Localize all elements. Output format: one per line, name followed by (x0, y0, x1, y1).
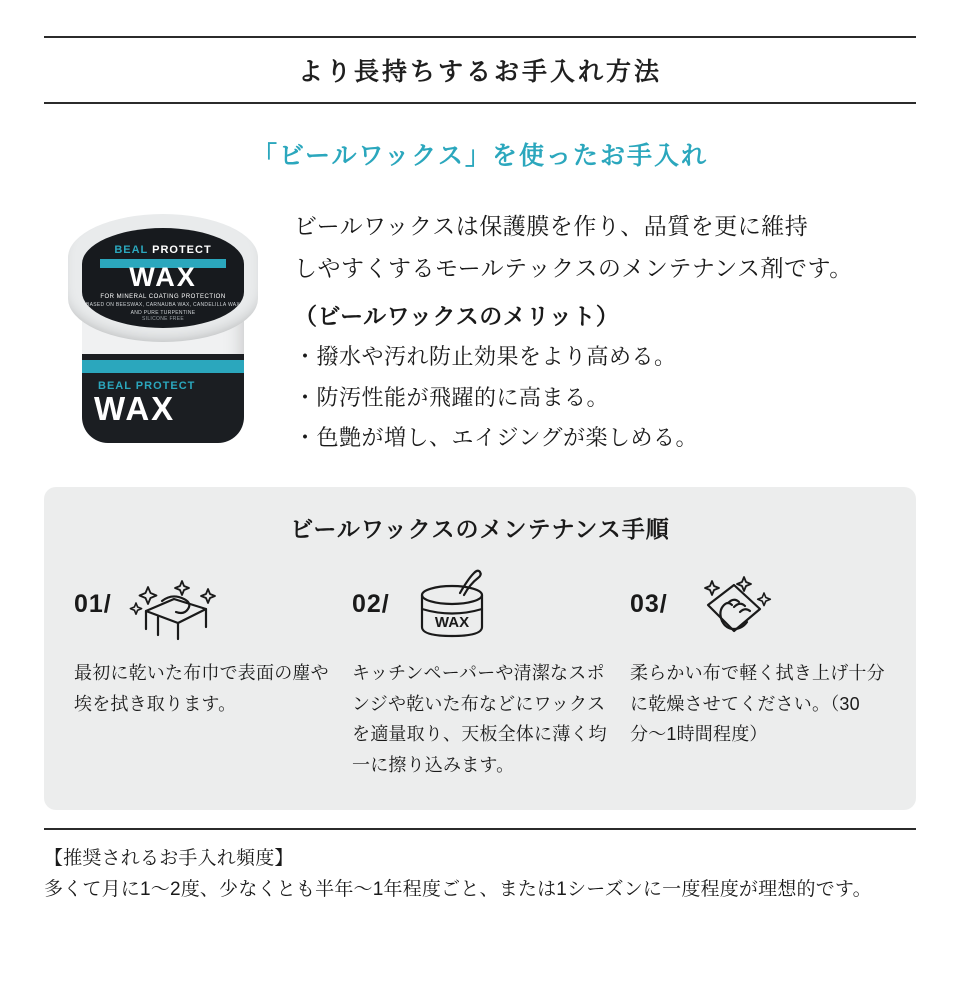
lid-brand-main: BEAL (114, 244, 149, 256)
tub-stripe (82, 360, 244, 373)
lid-brand (82, 244, 244, 256)
step-header (352, 562, 608, 648)
sparkle-cloth-icon (122, 565, 226, 645)
merit-item: ・撥水や汚れ防止効果をより高める。 (294, 343, 677, 369)
wax-jar-icon (400, 565, 504, 645)
step-item (74, 562, 330, 780)
section-heading: 「ビールワックス」を使ったお手入れ (251, 142, 708, 170)
care-guide-page (0, 36, 960, 996)
merit-list (294, 337, 916, 459)
polish-hand-icon (678, 565, 782, 645)
lid-subtitle-2: BASED ON BEESWAX, CARNAUBA WAX, CANDELILLA WAX AND PURE TURPENTINE (85, 302, 241, 316)
svg-text:WAX: WAX (434, 613, 469, 631)
intro-section (44, 194, 916, 459)
tub-lid (68, 214, 258, 342)
tub-lower-label (82, 354, 244, 443)
tub-brand-text: BEAL PROTECT (98, 380, 196, 392)
merit-title: （ビールワックスのメリット） (294, 302, 620, 329)
step-description: キッチンペーパーや清潔なスポンジや乾いた布などにワックスを適量取り、天板全体に薄く均一に擦り込みます。 (352, 662, 607, 775)
page-title: より長持ちするお手入れ方法 (297, 58, 662, 86)
step-header (630, 562, 886, 648)
footer-note (44, 828, 916, 905)
maintenance-steps-panel (44, 487, 916, 810)
step-item (630, 562, 886, 780)
intro-text (294, 194, 916, 459)
step-number: 01/ (74, 590, 112, 619)
lid-subtitle-1: FOR MINERAL COATING PROTECTION (100, 294, 226, 300)
step-number: 03/ (630, 590, 668, 619)
intro-paragraph-line-2: しやすくするモールテックスのメンテナンス剤です。 (294, 254, 853, 281)
step-item (352, 562, 608, 780)
product-image (44, 194, 294, 454)
intro-paragraph-line-1: ビールワックスは保護膜を作り、品質を更に維持 (294, 213, 809, 239)
lid-brand-suffix: PROTECT (152, 244, 212, 256)
footer-note-title: 【推奨されるお手入れ頻度】 (44, 848, 294, 870)
wax-tub-illustration (68, 204, 258, 454)
lid-subtitle-3: SILICONE FREE (142, 316, 184, 322)
steps-title: ビールワックスのメンテナンス手順 (290, 515, 670, 542)
step-number: 02/ (352, 590, 390, 619)
lid-wax-text: WAX (129, 262, 197, 292)
step-description: 最初に乾いた布巾で表面の塵や埃を拭き取ります。 (74, 662, 329, 714)
merit-item: ・色艶が増し、エイジングが楽しめる。 (294, 425, 699, 451)
footer-note-body: 多くて月に1〜2度、少なくとも半年〜1年程度ごと、または1シーズンに一度程度が理想的です。 (44, 878, 872, 900)
steps-list (74, 562, 886, 780)
tub-wax-text: WAX (94, 390, 176, 427)
step-header (74, 562, 330, 648)
page-header (44, 36, 916, 104)
merit-item: ・防汚性能が飛躍的に高まる。 (294, 384, 610, 410)
step-description: 柔らかい布で軽く拭き上げ十分に乾燥させてください。（30分〜1時間程度） (630, 662, 885, 745)
tub-lid-label (82, 228, 244, 328)
